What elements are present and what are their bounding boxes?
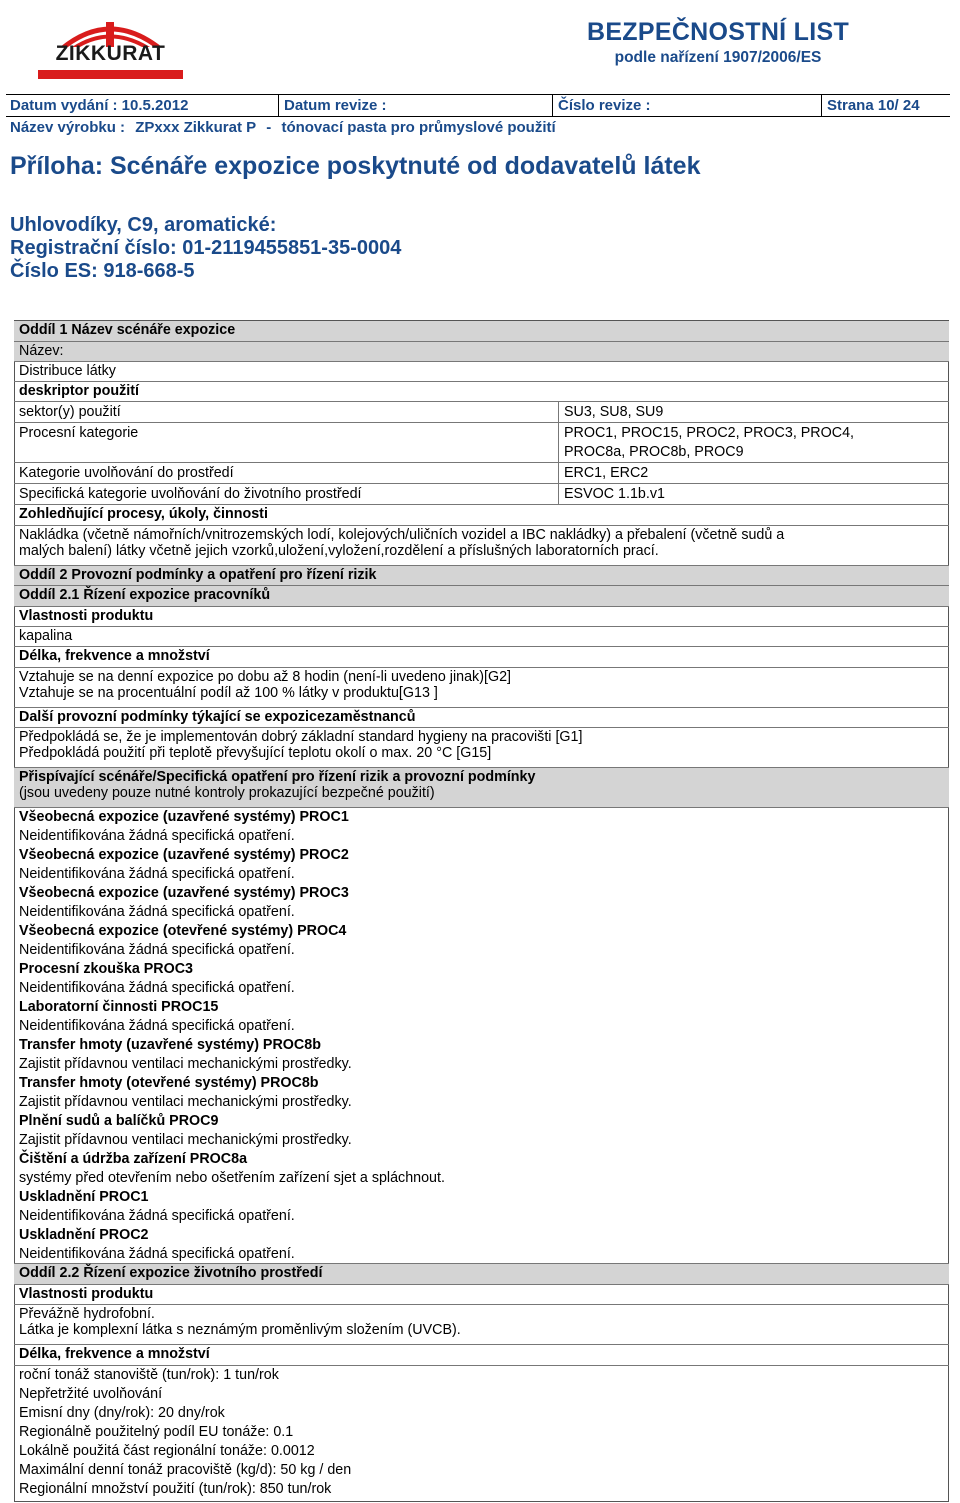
measure-title: Transfer hmoty (otevřené systémy) PROC8b: [19, 1075, 319, 1091]
env-line: Regionální množství použití (tun/rok): 850 tun/rok: [19, 1481, 332, 1497]
product-name: ZPxxx Zikkurat P: [135, 119, 257, 136]
separator: [552, 95, 553, 116]
name-label-row: Název:: [14, 342, 949, 362]
contributing-scenarios-title: Přispívající scénáře/Specifická opatření pro řízení rizik a provozní podmínky (jsou uvedeny pouze nutné kontroly prokazující bezpečné použití): [14, 768, 949, 808]
product-label: Název výrobku :: [10, 119, 126, 136]
product-description: tónovací pasta pro průmyslové použití: [281, 119, 556, 136]
es-number: Číslo ES: 918-668-5: [10, 260, 195, 282]
section22-title: Oddíl 2.2 Řízení expozice životního prostředí: [14, 1264, 949, 1285]
measure-title: Všeobecná expozice (uzavřené systémy) PROC2: [19, 847, 349, 863]
logo-text: ZIKKURAT: [55, 42, 166, 65]
measure-text: systémy před otevřením nebo ošetřením zařízení sjet a spláchnout.: [19, 1170, 445, 1186]
env-line: roční tonáž stanoviště (tun/rok): 1 tun/rok: [19, 1367, 279, 1383]
section2-title: Oddíl 2 Provozní podmínky a opatření pro řízení rizik: [14, 566, 949, 586]
annex-title: Příloha: Scénáře expozice poskytnuté od dodavatelů látek: [10, 152, 701, 180]
measure-title: Všeobecná expozice (otevřené systémy) PROC4: [19, 923, 347, 939]
revision-date: Datum revize :: [284, 97, 387, 114]
product-properties-title: Vlastnosti produktu: [14, 607, 949, 627]
measure-title: Čištění a údržba zařízení PROC8a: [19, 1151, 248, 1167]
measure-text: Neidentifikována žádná specifická opatření.: [19, 904, 295, 920]
zikkurat-logo-icon: [38, 14, 183, 80]
measure-text: Zajistit přídavnou ventilaci mechanickými prostředky.: [19, 1094, 352, 1110]
env-product-properties-title: Vlastnosti produktu: [14, 1285, 949, 1305]
measure-text: Neidentifikována žádná specifická opatření.: [19, 1246, 295, 1262]
section21-title: Oddíl 2.1 Řízení expozice pracovníků: [14, 586, 949, 607]
measure-text: Zajistit přídavnou ventilaci mechanickými prostředky.: [19, 1132, 352, 1148]
measure-text: Neidentifikována žádná specifická opatření.: [19, 1208, 295, 1224]
other-conditions-text: Předpokládá se, že je implementován dobrý základní standard hygieny na pracovišti [G1] Předpokládá použití při teplotě převyšující teplotu okolí o max. 20 °C [G15]: [14, 728, 949, 768]
measure-text: Neidentifikována žádná specifická opatření.: [19, 866, 295, 882]
product-dash: -: [266, 119, 272, 136]
separator: [821, 95, 822, 116]
measure-text: Zajistit přídavnou ventilaci mechanickými prostředky.: [19, 1056, 352, 1072]
measure-text: Neidentifikována žádná specifická opatření.: [19, 1018, 295, 1034]
descriptor-spercs-row: Specifická kategorie uvolňování do životního prostředí ESVOC 1.1b.v1: [14, 484, 949, 505]
descriptor-proc-row: Procesní kategorie PROC1, PROC15, PROC2, PROC3, PROC4, PROC8a, PROC8b, PROC9: [14, 423, 949, 463]
measure-title: Laboratorní činnosti PROC15: [19, 999, 219, 1015]
descriptor-sector-row: sektor(y) použití SU3, SU8, SU9: [14, 402, 949, 423]
measures-list: [14, 808, 949, 1264]
measure-title: Procesní zkouška PROC3: [19, 961, 194, 977]
page-number: Strana 10/ 24: [827, 97, 920, 114]
document-subtitle: podle nařízení 1907/2006/ES: [614, 49, 822, 66]
registration-number: Registrační číslo: 01-2119455851-35-0004: [10, 237, 402, 259]
processes-text-row: Nakládka (včetně námořních/vnitrozemských lodí, kolejových/uličních vozidel a IBC nakládky) a přebalení (včetně sudů a malých balení) látky včetně jejich vzorků,uložení,vyložení,rozdělení a příslušných laboratorních prací.: [14, 526, 949, 566]
processes-title-row: Zohledňující procesy, úkoly, činnosti: [14, 505, 949, 526]
document-title: BEZPEČNOSTNÍ LIST: [586, 18, 850, 46]
env-duration-title: Délka, frekvence a množství: [14, 1345, 949, 1366]
revision-number: Číslo revize :: [558, 97, 651, 114]
env-line: Maximální denní tonáž pracoviště (kg/d): 50 kg / den: [19, 1462, 352, 1478]
issue-date: Datum vydání : 10.5.2012: [10, 97, 189, 114]
other-conditions-title: Další provozní podmínky týkající se expozicezaměstnanců: [14, 708, 949, 728]
measure-title: Všeobecná expozice (uzavřené systémy) PROC1: [19, 809, 349, 825]
measure-title: Uskladnění PROC2: [19, 1227, 149, 1243]
measure-title: Plnění sudů a balíčků PROC9: [19, 1113, 219, 1129]
descriptor-row: deskriptor použití: [14, 382, 949, 402]
env-line: Nepřetržité uvolňování: [19, 1386, 163, 1402]
descriptor-erc-row: Kategorie uvolňování do prostředí ERC1, ERC2: [14, 463, 949, 484]
env-line: Regionálně použitelný podíl EU tonáže: 0.1: [19, 1424, 294, 1440]
info-bar: [6, 94, 950, 117]
product-line: [10, 119, 562, 136]
env-line: Lokálně použitá část regionální tonáže: 0.0012: [19, 1443, 315, 1459]
measure-title: Transfer hmoty (uzavřené systémy) PROC8b: [19, 1037, 321, 1053]
product-form-row: kapalina: [14, 627, 949, 647]
duration-text: Vztahuje se na denní expozice po dobu až 8 hodin (není-li uvedeno jinak)[G2] Vztahuje se na procentuální podíl až 100 % látky v produktu[G13 ]: [14, 668, 949, 708]
env-duration-list: [14, 1366, 949, 1502]
substance-name: Uhlovodíky, C9, aromatické:: [10, 214, 277, 236]
section1-title: Oddíl 1 Název scénáře expozice: [14, 321, 949, 342]
env-line: Emisní dny (dny/rok): 20 dny/rok: [19, 1405, 225, 1421]
measure-text: Neidentifikována žádná specifická opatření.: [19, 980, 295, 996]
name-value-row: Distribuce látky: [14, 362, 949, 382]
measure-text: Neidentifikována žádná specifická opatření.: [19, 942, 295, 958]
measure-text: Neidentifikována žádná specifická opatření.: [19, 828, 295, 844]
measure-title: Všeobecná expozice (uzavřené systémy) PROC3: [19, 885, 349, 901]
duration-title: Délka, frekvence a množství: [14, 647, 949, 668]
env-product-properties-text: Převážně hydrofobní. Látka je komplexní látka s neznámým proměnlivým složením (UVCB).: [14, 1305, 949, 1345]
measure-title: Uskladnění PROC1: [19, 1189, 149, 1205]
separator: [278, 95, 279, 116]
